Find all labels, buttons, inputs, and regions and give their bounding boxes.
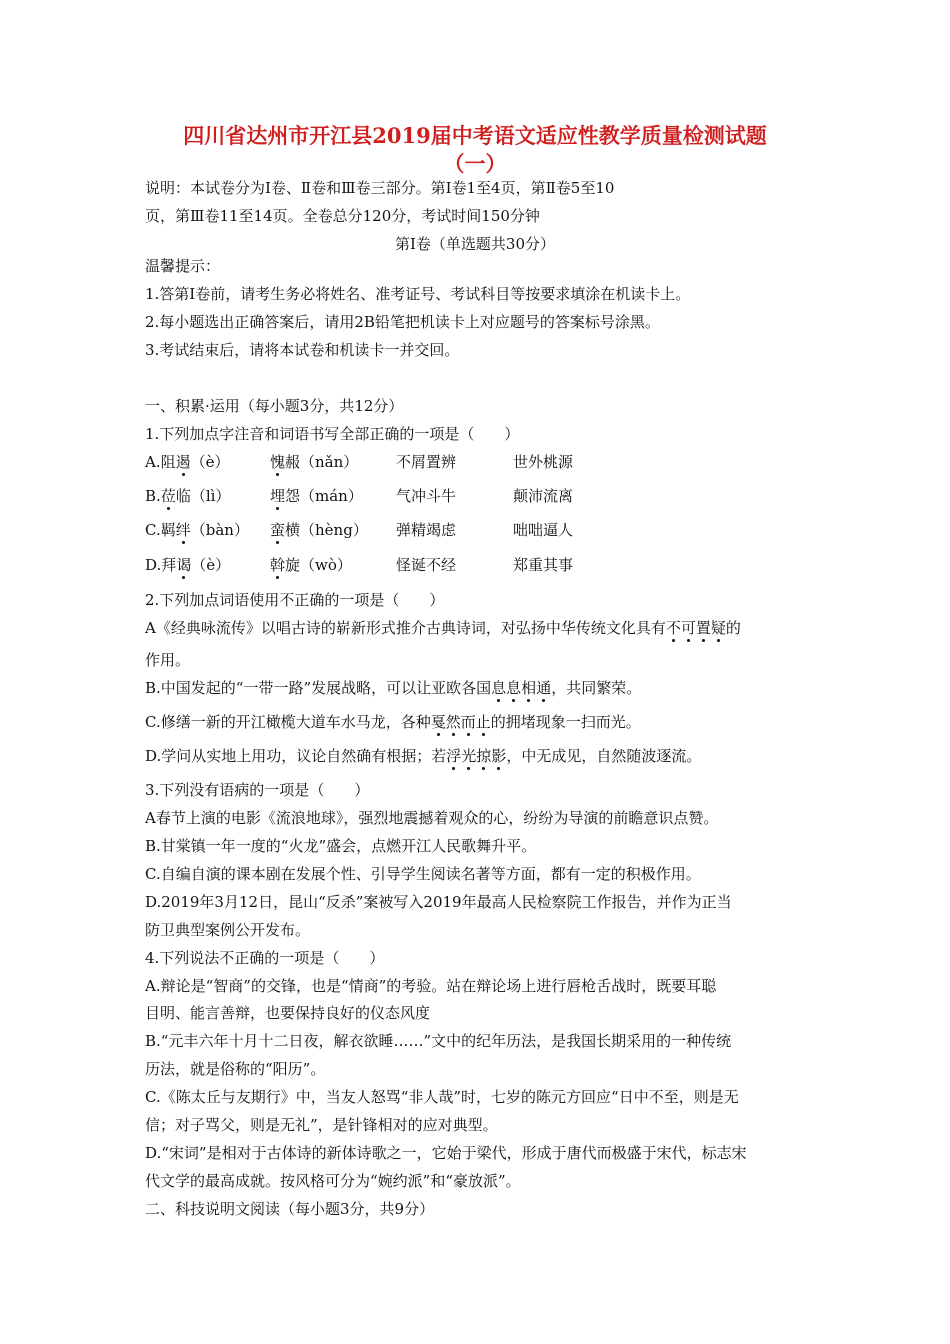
q4-option-a-cont: 目明、能言善辩，也要保持良好的仪态风度 <box>145 1004 431 1022</box>
exam-subtitle: （一） <box>443 151 507 176</box>
emphasis-char: 通 <box>536 679 552 697</box>
emphasis-char: 不 <box>665 619 681 637</box>
tip-item: 3.考试结束后，请将本试卷和机读卡一并交回。 <box>145 341 460 359</box>
emphasis-char: 置 <box>695 619 711 637</box>
q4-option-c: C.《陈太丘与友期行》中，当友人怒骂“非人哉”时，七岁的陈元方回应“日中不至，则是无 <box>145 1088 739 1106</box>
q4-option-a: A.辩论是“智商”的交锋，也是“情商”的考验。站在辩论场上进行唇枪舌战时，既要耳聪 <box>145 977 717 995</box>
question-stem: 2.下列加点词语使用不正确的一项是（ ） <box>145 591 445 609</box>
q2-option-a: A《经典咏流传》以唱古诗的崭新形式推介古典诗词，对弘扬中华传统文化具有不可置疑的 <box>145 619 741 637</box>
emphasis-char: 息 <box>491 679 507 697</box>
q3-option-b: B.甘棠镇一年一度的“火龙”盛会，点燃开江人民歌舞升平。 <box>145 837 537 855</box>
tips-label: 温馨提示： <box>145 257 221 275</box>
description-line: 说明：本试卷分为Ⅰ卷、Ⅱ卷和Ⅲ卷三部分。第Ⅰ卷1至4页，第Ⅱ卷5至10 <box>145 179 615 197</box>
tip-item: 1.答第Ⅰ卷前，请考生务必将姓名、准考证号、考试科目等按要求填涂在机读卡上。 <box>145 285 691 303</box>
emphasis-char: 相 <box>521 679 537 697</box>
emphasis-char: 谒 <box>176 556 192 574</box>
emphasis-char: 遏 <box>175 453 191 471</box>
emphasis-char: 蛮 <box>270 521 286 539</box>
exam-title: 四川省达州市开江县2019届中考语文适应性教学质量检测试题 <box>183 123 767 148</box>
emphasis-char: 然 <box>445 713 461 731</box>
q4-option-d: D.“宋词”是相对于古体诗的新体诗歌之一，它始于梁代，形成于唐代而极盛于宋代，标志宋 <box>145 1144 747 1162</box>
q2-option-a-cont: 作用。 <box>145 651 191 669</box>
emphasis-char: 掠 <box>476 747 492 765</box>
description-line: 页，第Ⅲ卷11至14页。全卷总分120分，考试时间150分钟 <box>145 207 540 225</box>
emphasis-char: 可 <box>680 619 696 637</box>
part-heading: 一、积累·运用（每小题3分，共12分） <box>145 397 404 415</box>
question-stem: 3.下列没有语病的一项是（ ） <box>145 781 370 799</box>
emphasis-char: 光 <box>461 747 477 765</box>
q4-option-b-cont: 历法，就是俗称的“阳历”。 <box>145 1060 326 1078</box>
emphasis-char: 埋 <box>270 487 286 505</box>
question-stem: 4.下列说法不正确的一项是（ ） <box>145 949 385 967</box>
emphasis-char: 而 <box>460 713 476 731</box>
emphasis-char: 疑 <box>710 619 726 637</box>
q2-option-d: D.学问从实地上用功，议论自然确有根据；若浮光掠影，中无成见，自然随波逐流。 <box>145 747 702 765</box>
tip-item: 2.每小题选出正确答案后，请用2B铅笔把机读卡上对应题号的答案标号涂黑。 <box>145 313 660 331</box>
section-title: 第Ⅰ卷（单选题共30分） <box>394 235 555 253</box>
part-heading: 二、科技说明文阅读（每小题3分，共9分） <box>145 1200 435 1218</box>
emphasis-char: 戛 <box>430 713 446 731</box>
emphasis-char: 莅 <box>160 487 176 505</box>
q3-option-c: C.自编自演的课本剧在发展个性、引导学生阅读名著等方面，都有一定的积极作用。 <box>145 865 701 883</box>
question-stem: 1.下列加点字注音和词语书写全部正确的一项是（ ） <box>145 425 520 443</box>
q4-option-d-cont: 代文学的最高成就。按风格可分为“婉约派”和“豪放派”。 <box>145 1172 521 1190</box>
q3-option-a: A春节上演的电影《流浪地球》，强烈地震撼着观众的心，纷纷为导演的前瞻意识点赞。 <box>145 809 719 827</box>
emphasis-char: 止 <box>475 713 491 731</box>
exam-page: 四川省达州市开江县2019届中考语文适应性教学质量检测试题 （一） 说明：本试卷分为Ⅰ卷、Ⅱ卷和Ⅲ卷三部分。第Ⅰ卷1至4页，第Ⅱ卷5至10 页，第Ⅲ卷11至14页。全卷总分120分，考试时间150分钟 第Ⅰ卷（单选题共30分） 温馨提示： 1.答第Ⅰ卷前，请考生务必将姓名、准考证号、考试科目等按要求填涂在机读卡上。 2.每小题选出正确答案后，请用2B铅笔把机读卡上对应题号的答案标号涂黑。 3.考试结束后，请将本试卷和机读卡一并交回。 一、积累·运用（每小题3分，共12分） 1.下列加点字注音和词语书写全部正确的一项是（ ） A.阻遏（è） 愧赧（nǎn） 不屑置辨 世外桃源 B.莅临（lì） 埋怨（mán） 气冲斗牛 颠沛流离 C.羁绊（bàn） 蛮横（hèng） 弹精竭虑 咄咄逼人 D.拜谒（è） 斡旋（wò） 怪诞不经 郑重其事 2.下列加点词语使用不正确的一项是（ ） A《经典咏流传》以唱古诗的崭新形式推介古典诗词，对弘扬中华传统文化具有不可置疑的 作用。 B.中国发起的“一带一路”发展战略，可以让亚欧各国息息相通，共同繁荣。 C.修缮一新的开江橄榄大道车水马龙，各种戛然而止的拥堵现象一扫而光。 D.学问从实地上用功，议论自然确有根据；若浮光掠影，中无成见，自然随波逐流。 3.下列没有语病的一项是（ ） A春节上演的电影《流浪地球》，强烈地震撼着观众的心，纷纷为导演的前瞻意识点赞。 B.甘棠镇一年一度的“火龙”盛会，点燃开江人民歌舞升平。 C.自编自演的课本剧在发展个性、引导学生阅读名著等方面，都有一定的积极作用。 D.2019年3月12日，昆山“反杀”案被写入2019年最高人民检察院工作报告，并作为正当 防卫典型案例公开发布。 4.下列说法不正确的一项是（ ） A.辩论是“智商”的交锋，也是“情商”的考验。站在辩论场上进行唇枪舌战时，既要耳聪 目明、能言善辩，也要保持良好的仪态风度 B.“元丰六年十月十二日夜，解衣欲睡……”文中的纪年历法，是我国长期采用的一种传统 历法，就是俗称的“阳历”。 C.《陈太丘与友期行》中，当友人怒骂“非人哉”时，七岁的陈元方回应“日中不至，则是无 信；对子骂父，则是无礼”，是针锋相对的应对典型。 D.“宋词”是相对于古体诗的新体诗歌之一，它始于梁代，形成于唐代而极盛于宋代，标志宋 代文学的最高成就。按风格可分为“婉约派”和“豪放派”。 二、科技说明文阅读（每小题3分，共9分） <box>0 0 950 1344</box>
emphasis-char: 浮 <box>446 747 462 765</box>
emphasis-char: 愧 <box>270 453 286 471</box>
q3-option-d-cont: 防卫典型案例公开发布。 <box>145 921 311 939</box>
emphasis-char: 斡 <box>270 556 286 574</box>
emphasis-char: 影 <box>491 747 507 765</box>
q2-option-c: C.修缮一新的开江橄榄大道车水马龙，各种戛然而止的拥堵现象一扫而光。 <box>145 713 641 731</box>
q2-option-b: B.中国发起的“一带一路”发展战略，可以让亚欧各国息息相通，共同繁荣。 <box>145 679 642 697</box>
q3-option-d: D.2019年3月12日，昆山“反杀”案被写入2019年最高人民检察院工作报告，并作为正当 <box>145 893 732 911</box>
emphasis-char: 绊 <box>175 521 191 539</box>
q4-option-b: B.“元丰六年十月十二日夜，解衣欲睡……”文中的纪年历法，是我国长期采用的一种传统 <box>145 1032 732 1050</box>
q4-option-c-cont: 信；对子骂父，则是无礼”，是针锋相对的应对典型。 <box>145 1116 498 1134</box>
emphasis-char: 息 <box>506 679 522 697</box>
